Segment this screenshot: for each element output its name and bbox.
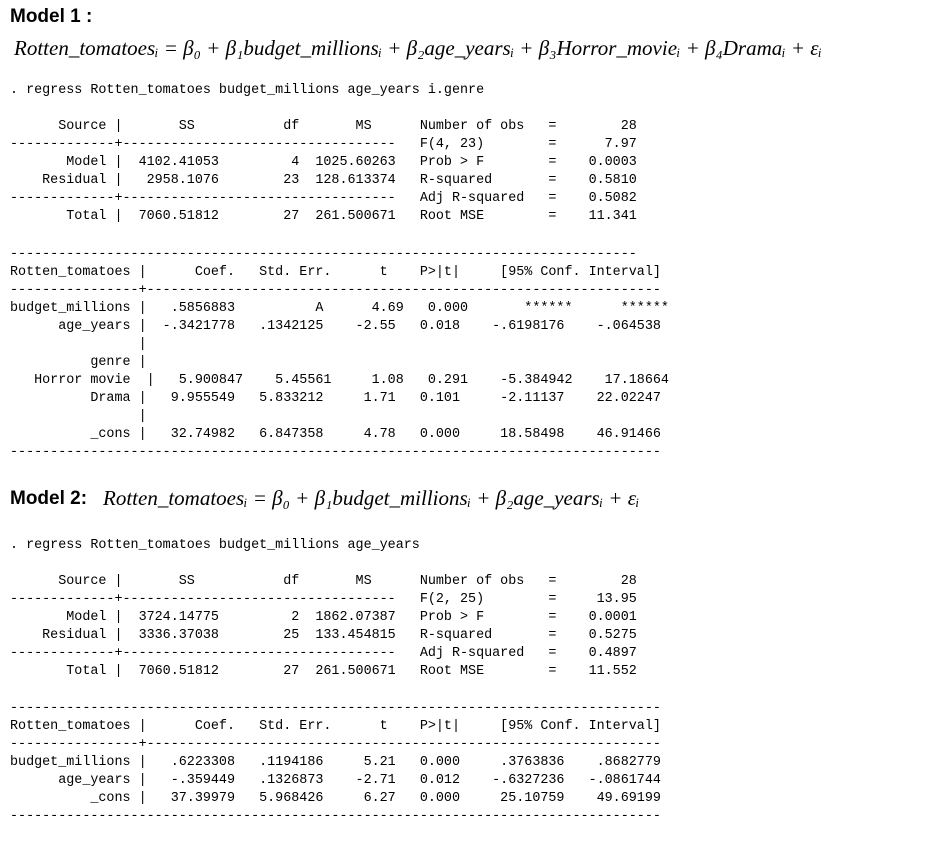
anova-line: Model | 3724.14775 2 1862.07387 Prob > F = 0.0001 <box>10 610 637 625</box>
coef-line: Horror movie | 5.900847 5.45561 1.08 0.291 -5.384942 17.18664 <box>10 373 669 388</box>
model1-heading: Model 1 : <box>10 6 93 27</box>
coef-line: Rotten_tomatoes | Coef. Std. Err. t P>|t| [95% Conf. Interval] <box>10 265 661 280</box>
anova-line: Total | 7060.51812 27 261.500671 Root MSE = 11.341 <box>10 209 637 224</box>
model1-command: . regress Rotten_tomatoes budget_millions age_years i.genre <box>10 83 485 98</box>
coef-line: --------------------------------------------------------------------------------- <box>10 445 661 460</box>
model2-anova-table <box>10 573 637 681</box>
anova-line: Model | 4102.41053 4 1025.60263 Prob > F = 0.0003 <box>10 155 637 170</box>
anova-line: Residual | 2958.1076 23 128.613374 R-squared = 0.5810 <box>10 173 637 188</box>
coef-line: ------------------------------------------------------------------------------ <box>10 247 637 262</box>
coef-line: budget_millions | .5856883 A 4.69 0.000 ****** ****** <box>10 301 669 316</box>
coef-line: genre | <box>10 355 147 370</box>
coef-line: | <box>10 409 147 424</box>
model2-coef-table <box>10 700 661 826</box>
anova-line: -------------+---------------------------------- F(2, 25) = 13.95 <box>10 592 637 607</box>
model1-coef-table <box>10 246 669 462</box>
coef-line: Drama | 9.955549 5.833212 1.71 0.101 -2.11137 22.02247 <box>10 391 661 406</box>
coef-line: | <box>10 337 147 352</box>
anova-line: Total | 7060.51812 27 261.500671 Root MSE = 11.552 <box>10 664 637 679</box>
model2-equation: Rotten_tomatoesᵢ = β₀ + β₁budget_millionsᵢ + β₂age_yearsᵢ + εᵢ <box>103 486 640 510</box>
model1-anova-table <box>10 118 637 226</box>
coef-line: age_years | -.359449 .1326873 -2.71 0.012 -.6327236 -.0861744 <box>10 773 661 788</box>
coef-line: Rotten_tomatoes | Coef. Std. Err. t P>|t| [95% Conf. Interval] <box>10 719 661 734</box>
anova-line: -------------+---------------------------------- Adj R-squared = 0.4897 <box>10 646 637 661</box>
anova-line: Residual | 3336.37038 25 133.454815 R-squared = 0.5275 <box>10 628 637 643</box>
coef-line: ----------------+---------------------------------------------------------------- <box>10 283 661 298</box>
anova-line: -------------+---------------------------------- Adj R-squared = 0.5082 <box>10 191 637 206</box>
coef-line: age_years | -.3421778 .1342125 -2.55 0.018 -.6198176 -.064538 <box>10 319 661 334</box>
coef-line: budget_millions | .6223308 .1194186 5.21 0.000 .3763836 .8682779 <box>10 755 661 770</box>
model1-equation: Rotten_tomatoesᵢ = β₀ + β₁budget_millionsᵢ + β₂age_yearsᵢ + β₃Horror_movieᵢ + β₄Dramaᵢ + εᵢ <box>14 36 822 60</box>
model2-command: . regress Rotten_tomatoes budget_millions age_years <box>10 538 420 553</box>
coef-line: --------------------------------------------------------------------------------- <box>10 809 661 824</box>
coef-line: --------------------------------------------------------------------------------- <box>10 701 661 716</box>
model2-heading: Model 2: <box>10 488 88 509</box>
anova-line: -------------+---------------------------------- F(4, 23) = 7.97 <box>10 137 637 152</box>
coef-line: _cons | 32.74982 6.847358 4.78 0.000 18.58498 46.91466 <box>10 427 661 442</box>
anova-line: Source | SS df MS Number of obs = 28 <box>10 574 637 589</box>
coef-line: ----------------+---------------------------------------------------------------- <box>10 737 661 752</box>
anova-line: Source | SS df MS Number of obs = 28 <box>10 119 637 134</box>
coef-line: _cons | 37.39979 5.968426 6.27 0.000 25.10759 49.69199 <box>10 791 661 806</box>
